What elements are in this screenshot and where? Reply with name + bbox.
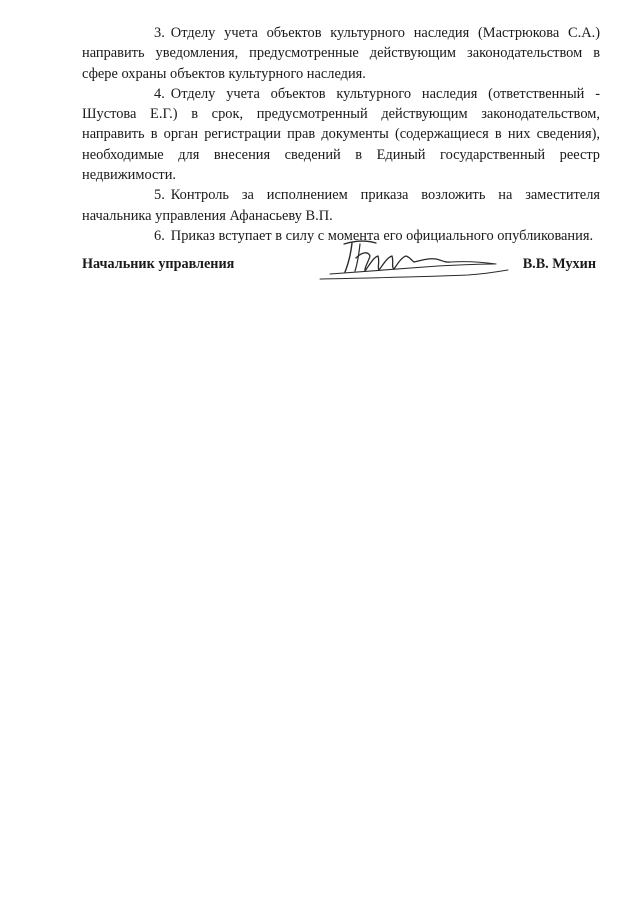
signatory-title: Начальник управления: [82, 256, 235, 272]
document-body: [82, 23, 600, 246]
paragraph-text: Отделу учета объектов культурного наследия (ответственный - Шустова Е.Г.) в срок, предусмотренный действующим законодательством, направить в орган регистрации прав документы (содержащиеся в них сведения), необходимые для внесения сведений в Единый государственный реестр недвижимости.: [82, 85, 600, 184]
paragraph-number: 6.: [154, 227, 165, 244]
handwritten-signature-image: [318, 238, 514, 282]
paragraph-text: Отделу учета объектов культурного наследия (Мастрюкова С.А.) направить уведомления, предусмотренные действующим законодательством в сфере охраны объектов культурного наследия.: [82, 25, 600, 82]
paragraph-5: [82, 185, 600, 226]
paragraph-number: 4.: [154, 85, 165, 102]
paragraph-3: [82, 23, 600, 84]
paragraph-text: Контроль за исполнением приказа возложить на заместителя начальника управления Афанасьеву В.П.: [82, 187, 600, 224]
signature-block: [82, 238, 600, 286]
paragraph-text: Приказ вступает в силу с момента его официального опубликования.: [170, 227, 594, 244]
signatory-name: В.В. Мухин: [522, 256, 596, 272]
paragraph-number: 5.: [154, 187, 165, 204]
paragraph-4: [82, 84, 600, 185]
paragraph-number: 3.: [154, 25, 165, 41]
